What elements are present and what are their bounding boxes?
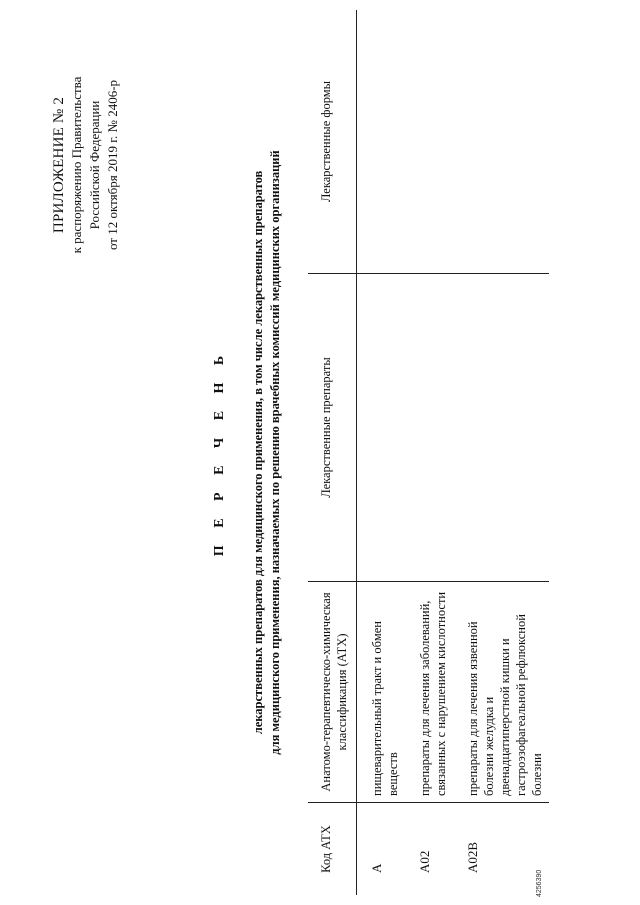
appendix-line-2: Российской Федерации — [87, 100, 102, 230]
appendix-number: ПРИЛОЖЕНИЕ № 2 — [51, 96, 67, 234]
appendix-line-1: к распоряжению Правительства — [69, 76, 84, 254]
header-forms: Лекарственные формы — [308, 10, 357, 274]
table-row — [405, 10, 453, 895]
row-classification: препараты для лечения заболеваний, связанных с нарушением кислотности — [405, 582, 453, 803]
row-code: A02 — [417, 850, 432, 873]
row-classification: препараты для лечения язвенной болезни желудка и двенадцатиперстной кишки и гастроэзофагеальной рефлюксной болезни — [453, 582, 549, 803]
header-drugs: Лекарственные препараты — [308, 274, 357, 582]
subtitle-line-2: для медицинского применения, назначаемых по решению врачебных комиссий медицинских организаций — [268, 150, 282, 755]
row-code: A02B — [465, 841, 480, 873]
row-code: A — [369, 863, 384, 873]
row-drugs — [357, 274, 406, 582]
table-row — [357, 10, 406, 895]
appendix-header — [50, 50, 122, 280]
header-classification: Анатомо-терапевтическо-химическая классификация (АТХ) — [308, 582, 357, 803]
header-code: Код АТХ — [308, 803, 357, 896]
document-stamp-number: 4256390 — [536, 869, 543, 897]
row-classification: пищеварительный тракт и обмен веществ — [357, 582, 406, 803]
row-drugs — [405, 274, 453, 582]
document-title: П Е Р Е Ч Е Н Ь — [212, 348, 227, 557]
row-forms — [405, 10, 453, 274]
document-subtitle — [250, 70, 284, 835]
subtitle-line-1: лекарственных препаратов для медицинского применения, в том числе лекарственных препаратов — [251, 170, 265, 735]
row-forms — [357, 10, 406, 274]
appendix-line-3: от 12 октября 2019 г. № 2406-р — [105, 79, 120, 251]
atx-table — [308, 10, 549, 895]
row-drugs — [453, 274, 549, 582]
table-header-row — [308, 10, 357, 895]
row-forms — [453, 10, 549, 274]
table-row — [453, 10, 549, 895]
